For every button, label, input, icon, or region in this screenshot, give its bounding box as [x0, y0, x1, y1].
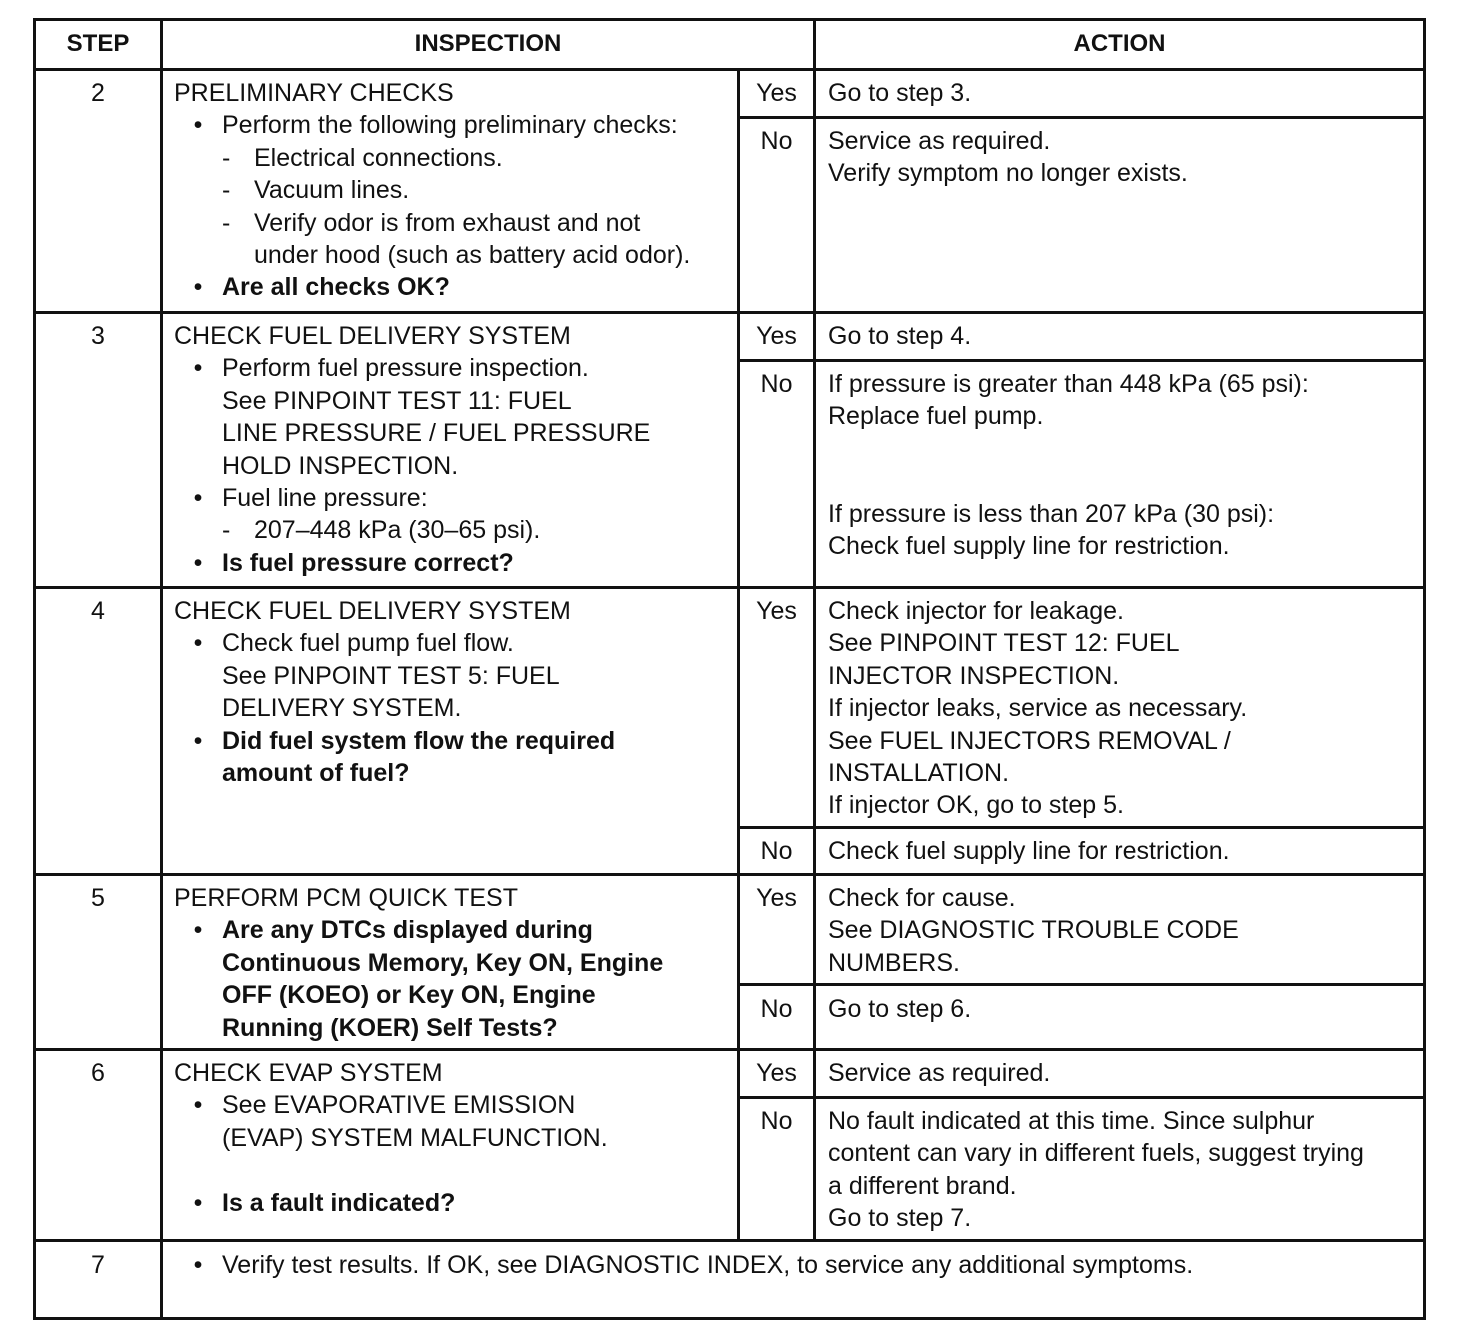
dash-icon: - [222, 176, 231, 205]
inspection-line: Verify test results. If OK, see DIAGNOSTIC INDEX, to service any additional symptoms. [222, 1251, 1194, 1279]
rule-step-4 [36, 586, 1423, 589]
action-line: No fault indicated at this time. Since sulphur [828, 1107, 1315, 1135]
step-3-inspection [174, 320, 734, 579]
no-action [828, 993, 1418, 1025]
bullet-icon: • [193, 273, 203, 302]
step-title: PRELIMINARY CHECKS [174, 79, 454, 107]
action-line: Service as required. [828, 127, 1051, 155]
action-line: If pressure is greater than 448 kPa (65 psi): [828, 370, 1309, 398]
action-line: Verify symptom no longer exists. [828, 159, 1188, 188]
bullet-icon: • [193, 726, 203, 755]
bullet-icon: • [193, 548, 203, 577]
inspection-line: Perform fuel pressure inspection. [222, 354, 589, 383]
inspection-question: OFF (KOEO) or Key ON, Engine [222, 981, 596, 1010]
rule-step-7 [36, 1239, 1423, 1242]
action-line: Check injector for leakage. [828, 597, 1124, 625]
step-5-inspection [174, 882, 734, 1044]
dash-icon: - [222, 143, 231, 172]
inspection-question: Continuous Memory, Key ON, Engine [222, 948, 664, 977]
yes-action [828, 77, 1418, 109]
step-title: CHECK FUEL DELIVERY SYSTEM [174, 322, 571, 350]
yes-label: Yes [756, 597, 797, 625]
action-line: Check fuel supply line for restriction. [828, 532, 1230, 560]
yes-label: Yes [756, 322, 797, 350]
step-number: 3 [91, 322, 105, 350]
action-line: See PINPOINT TEST 12: FUEL [828, 629, 1180, 658]
bullet-icon: • [193, 111, 203, 140]
step-number: 5 [91, 884, 105, 912]
no-label: No [760, 837, 793, 865]
action-line: See DIAGNOSTIC TROUBLE CODE [828, 916, 1239, 945]
inspection-line: See EVAPORATIVE EMISSION [222, 1091, 576, 1120]
inspection-line: See PINPOINT TEST 5: FUEL [222, 661, 560, 690]
step-2-inspection [174, 77, 734, 304]
bullet-icon: • [193, 354, 203, 383]
no-action [828, 1105, 1418, 1235]
bullet-icon: • [193, 1251, 203, 1279]
action-line: Go to step 6. [828, 995, 972, 1023]
inspection-line: See PINPOINT TEST 11: FUEL [222, 386, 572, 415]
rule-6-yesno [737, 1096, 1423, 1099]
rule-step-3 [36, 311, 1423, 314]
step-number: 7 [91, 1251, 105, 1279]
inspection-question: Running (KOER) Self Tests? [222, 1013, 558, 1042]
step-4-inspection [174, 595, 734, 789]
yes-action [828, 320, 1418, 352]
rule-step-col [160, 21, 163, 1317]
inspection-question: Did fuel system flow the required [222, 726, 616, 755]
inspection-line: LINE PRESSURE / FUEL PRESSURE [222, 419, 651, 448]
rule-5-yesno [737, 983, 1423, 986]
inspection-line: Electrical connections. [254, 143, 503, 172]
step-title: CHECK FUEL DELIVERY SYSTEM [174, 597, 571, 625]
action-line: Check fuel supply line for restriction. [828, 837, 1230, 865]
rule-header [36, 68, 1423, 71]
no-label: No [760, 1107, 793, 1135]
inspection-question: Are any DTCs displayed during [222, 916, 593, 945]
rule-3-yesno [737, 359, 1423, 362]
yes-label: Yes [756, 79, 797, 107]
action-line: Go to step 4. [828, 322, 972, 350]
no-label: No [760, 370, 793, 398]
yes-label: Yes [756, 1059, 797, 1087]
step-7-inspection [174, 1249, 1419, 1281]
no-action [828, 368, 1418, 562]
diagnostic-table [33, 18, 1426, 1320]
action-line: Check for cause. [828, 884, 1016, 912]
action-line: If pressure is less than 207 kPa (30 psi): [828, 499, 1275, 528]
step-6-inspection [174, 1057, 734, 1219]
action-line: See FUEL INJECTORS REMOVAL / [828, 726, 1231, 755]
no-label: No [760, 995, 793, 1023]
step-title: PERFORM PCM QUICK TEST [174, 884, 519, 912]
action-line: a different brand. [828, 1171, 1017, 1200]
action-line: Go to step 7. [828, 1204, 972, 1233]
inspection-question: Is fuel pressure correct? [222, 548, 514, 577]
inspection-line: Perform the following preliminary checks: [222, 111, 678, 140]
action-line: Go to step 3. [828, 79, 972, 107]
inspection-line: Verify odor is from exhaust and not [254, 208, 641, 237]
inspection-line: Fuel line pressure: [222, 484, 428, 513]
rule-step-5 [36, 873, 1423, 876]
step-number: 6 [91, 1059, 105, 1087]
dash-icon: - [222, 516, 231, 545]
action-line: NUMBERS. [828, 948, 960, 977]
yes-action [828, 1057, 1418, 1089]
inspection-line: HOLD INSPECTION. [222, 451, 459, 480]
header-step: STEP [66, 30, 130, 57]
dash-icon: - [222, 208, 231, 237]
no-action [828, 835, 1418, 867]
inspection-question: Are all checks OK? [222, 273, 450, 302]
bullet-icon: • [193, 484, 203, 513]
inspection-line: under hood (such as battery acid odor). [254, 241, 691, 270]
inspection-line: Vacuum lines. [254, 176, 410, 205]
header-action: ACTION [1073, 30, 1166, 57]
step-title: CHECK EVAP SYSTEM [174, 1059, 443, 1087]
inspection-line: (EVAP) SYSTEM MALFUNCTION. [222, 1123, 608, 1152]
yes-action [828, 882, 1418, 979]
bullet-icon: • [193, 629, 203, 658]
action-line: INJECTOR INSPECTION. [828, 661, 1120, 690]
no-label: No [760, 127, 793, 155]
bullet-icon: • [193, 1188, 203, 1217]
bullet-icon: • [193, 916, 203, 945]
rule-4-yesno [737, 826, 1423, 829]
yes-action [828, 595, 1418, 822]
inspection-line: DELIVERY SYSTEM. [222, 694, 462, 723]
no-action [828, 125, 1418, 190]
inspection-question: Is a fault indicated? [222, 1188, 456, 1217]
rule-2-yesno [737, 116, 1423, 119]
action-line: Replace fuel pump. [828, 402, 1044, 431]
inspection-line: 207–448 kPa (30–65 psi). [254, 516, 541, 545]
step-number: 4 [91, 597, 105, 625]
action-line: content can vary in different fuels, suggest trying [828, 1139, 1364, 1168]
action-line: INSTALLATION. [828, 759, 1010, 788]
inspection-line: Check fuel pump fuel flow. [222, 629, 514, 658]
action-line: Service as required. [828, 1059, 1051, 1087]
inspection-question: amount of fuel? [222, 759, 410, 788]
rule-action-col [813, 21, 816, 1242]
action-line: If injector leaks, service as necessary. [828, 694, 1248, 723]
action-line: If injector OK, go to step 5. [828, 791, 1124, 820]
bullet-icon: • [193, 1091, 203, 1120]
step-number: 2 [91, 79, 105, 107]
header-inspection: INSPECTION [414, 30, 562, 57]
rule-step-6 [36, 1048, 1423, 1051]
yes-label: Yes [756, 884, 797, 912]
